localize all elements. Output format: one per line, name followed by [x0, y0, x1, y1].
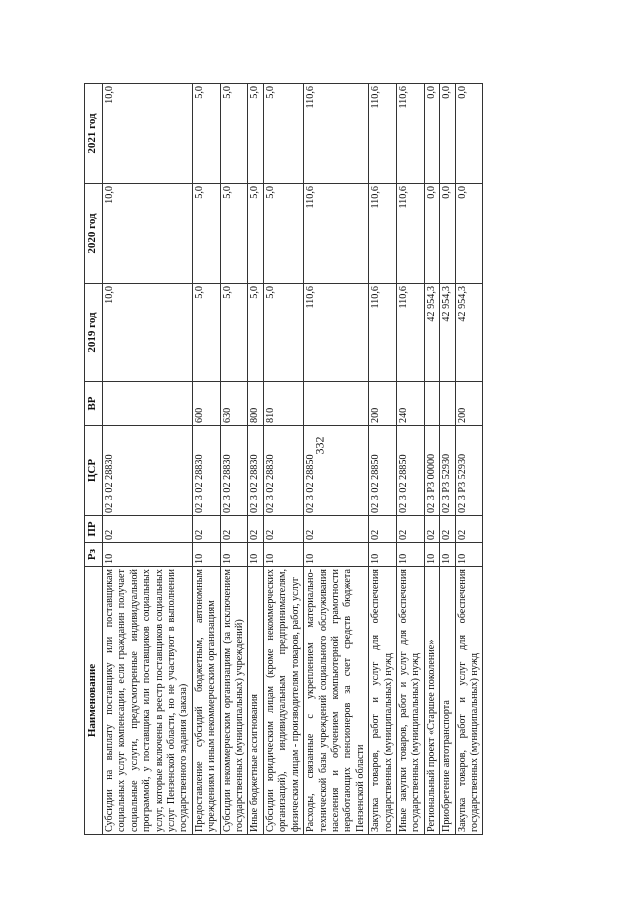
row-2020: 5,0	[220, 184, 248, 284]
table-row	[103, 84, 193, 835]
table-row	[263, 84, 303, 835]
table-row	[192, 84, 220, 835]
row-rz: 10	[440, 543, 455, 567]
row-2020: 110,6	[304, 184, 369, 284]
header-2020: 2020 год	[85, 184, 103, 284]
row-2019: 5,0	[248, 284, 263, 382]
row-2019: 42 954,3	[424, 284, 439, 382]
row-name: Региональный проект «Старшее поколение»	[424, 567, 439, 835]
row-2020: 5,0	[263, 184, 303, 284]
row-name: Субсидии юридическим лицам (кроме некоммерческих организаций), индивидуальным предпринимателям, физическим лицам - производителям товаров, работ, услуг	[263, 567, 303, 835]
row-name: Приобретение автотранспорта	[440, 567, 455, 835]
row-vr: 800	[248, 382, 263, 426]
row-2021: 10,0	[103, 84, 193, 184]
header-2021: 2021 год	[85, 84, 103, 184]
row-rz: 10	[304, 543, 369, 567]
row-pr: 02	[424, 516, 439, 543]
header-pr: ПР	[85, 516, 103, 543]
table-row	[369, 84, 397, 835]
row-pr: 02	[304, 516, 369, 543]
row-pr: 02	[263, 516, 303, 543]
row-name: Закупка товаров, работ и услуг для обеспечения государственных (муниципальных) нужд	[369, 567, 397, 835]
table-row	[455, 84, 483, 835]
table-row	[424, 84, 439, 835]
row-vr	[103, 382, 193, 426]
row-csr: 02 3 P3 52930	[440, 426, 455, 516]
row-vr: 240	[396, 382, 424, 426]
row-2021: 110,6	[304, 84, 369, 184]
row-2020: 0,0	[455, 184, 483, 284]
row-vr: 810	[263, 382, 303, 426]
row-rz: 10	[396, 543, 424, 567]
header-2019: 2019 год	[85, 284, 103, 382]
row-2021: 5,0	[263, 84, 303, 184]
header-csr: ЦСР	[85, 426, 103, 516]
row-2019: 110,6	[396, 284, 424, 382]
row-2020: 10,0	[103, 184, 193, 284]
row-csr: 02 3 02 28830	[263, 426, 303, 516]
row-csr: 02 3 02 28850	[369, 426, 397, 516]
row-vr: 200	[369, 382, 397, 426]
row-pr: 02	[369, 516, 397, 543]
table-row	[304, 84, 369, 835]
header-rz: Рз	[85, 543, 103, 567]
row-name: Иные бюджетные ассигнования	[248, 567, 263, 835]
row-vr: 200	[455, 382, 483, 426]
row-2020: 5,0	[248, 184, 263, 284]
row-2021: 5,0	[220, 84, 248, 184]
row-pr: 02	[455, 516, 483, 543]
row-2021: 5,0	[192, 84, 220, 184]
table-header-row	[85, 84, 103, 835]
row-pr: 02	[192, 516, 220, 543]
table-row	[248, 84, 263, 835]
row-name: Субсидии некоммерческим организациям (за исключением государственных (муниципальных) учреждений)	[220, 567, 248, 835]
row-pr: 02	[220, 516, 248, 543]
row-2019: 10,0	[103, 284, 193, 382]
row-2021: 0,0	[455, 84, 483, 184]
row-2021: 5,0	[248, 84, 263, 184]
row-2021: 110,6	[369, 84, 397, 184]
row-rz: 10	[369, 543, 397, 567]
row-rz: 10	[263, 543, 303, 567]
row-rz: 10	[220, 543, 248, 567]
row-rz: 10	[424, 543, 439, 567]
table-row	[440, 84, 455, 835]
row-name: Предоставление субсидий бюджетным, автономным учреждениям и иным некоммерческим организациям	[192, 567, 220, 835]
row-rz: 10	[455, 543, 483, 567]
row-rz: 10	[192, 543, 220, 567]
row-csr: 02 3 02 28830	[220, 426, 248, 516]
row-2021: 0,0	[424, 84, 439, 184]
row-2019: 110,6	[369, 284, 397, 382]
row-2020: 110,6	[396, 184, 424, 284]
row-vr	[304, 382, 369, 426]
row-pr: 02	[248, 516, 263, 543]
row-name: Расходы, связанные с укреплением материально-технической базы учреждений социального обслуживания населения и обучением компьютерной грамотности неработающих пенсионеров за счет средств бюджета Пензенской области	[304, 567, 369, 835]
row-csr: 02 3 P3 00000	[424, 426, 439, 516]
row-2019: 5,0	[220, 284, 248, 382]
row-csr: 02 3 02 28830	[248, 426, 263, 516]
table-row	[396, 84, 424, 835]
row-csr: 02 3 P3 52930	[455, 426, 483, 516]
row-vr	[440, 382, 455, 426]
row-csr: 02 3 02 28830	[103, 426, 193, 516]
row-csr: 02 3 02 28850	[396, 426, 424, 516]
row-name: Иные закупки товаров, работ и услуг для обеспечения государственных (муниципальных) нужд	[396, 567, 424, 835]
row-pr: 02	[396, 516, 424, 543]
row-vr: 630	[220, 382, 248, 426]
row-rz: 10	[248, 543, 263, 567]
page-number: 332	[312, 436, 327, 455]
row-csr: 02 3 02 28830	[192, 426, 220, 516]
row-name: Субсидии на выплату поставщику или поставщикам социальных услуг компенсации, если гражданин получает социальные услуги, предусмотренные индивидуальной программой, у поставщика или поставщиков социальных услуг, которые включены в реестр поставщиков социальных услуг Пензенской области, но не участвуют в выполнении государственного задания (заказа)	[103, 567, 193, 835]
row-2019: 110,6	[304, 284, 369, 382]
row-2021: 0,0	[440, 84, 455, 184]
budget-table	[84, 83, 483, 835]
header-vr: ВР	[85, 382, 103, 426]
row-2019: 5,0	[263, 284, 303, 382]
row-2020: 5,0	[192, 184, 220, 284]
row-vr	[424, 382, 439, 426]
header-name: Наименование	[85, 567, 103, 835]
row-2021: 110,6	[396, 84, 424, 184]
row-2019: 42 954,3	[455, 284, 483, 382]
row-2019: 5,0	[192, 284, 220, 382]
table-row	[220, 84, 248, 835]
budget-table-sheet	[84, 84, 546, 835]
row-pr: 02	[103, 516, 193, 543]
row-pr: 02	[440, 516, 455, 543]
row-2020: 0,0	[424, 184, 439, 284]
row-vr: 600	[192, 382, 220, 426]
row-2020: 0,0	[440, 184, 455, 284]
row-2020: 110,6	[369, 184, 397, 284]
row-name: Закупка товаров, работ и услуг для обеспечения государственных (муниципальных) нужд	[455, 567, 483, 835]
row-csr: 02 3 02 28850	[304, 426, 369, 516]
row-rz: 10	[103, 543, 193, 567]
row-2019: 42 954,3	[440, 284, 455, 382]
